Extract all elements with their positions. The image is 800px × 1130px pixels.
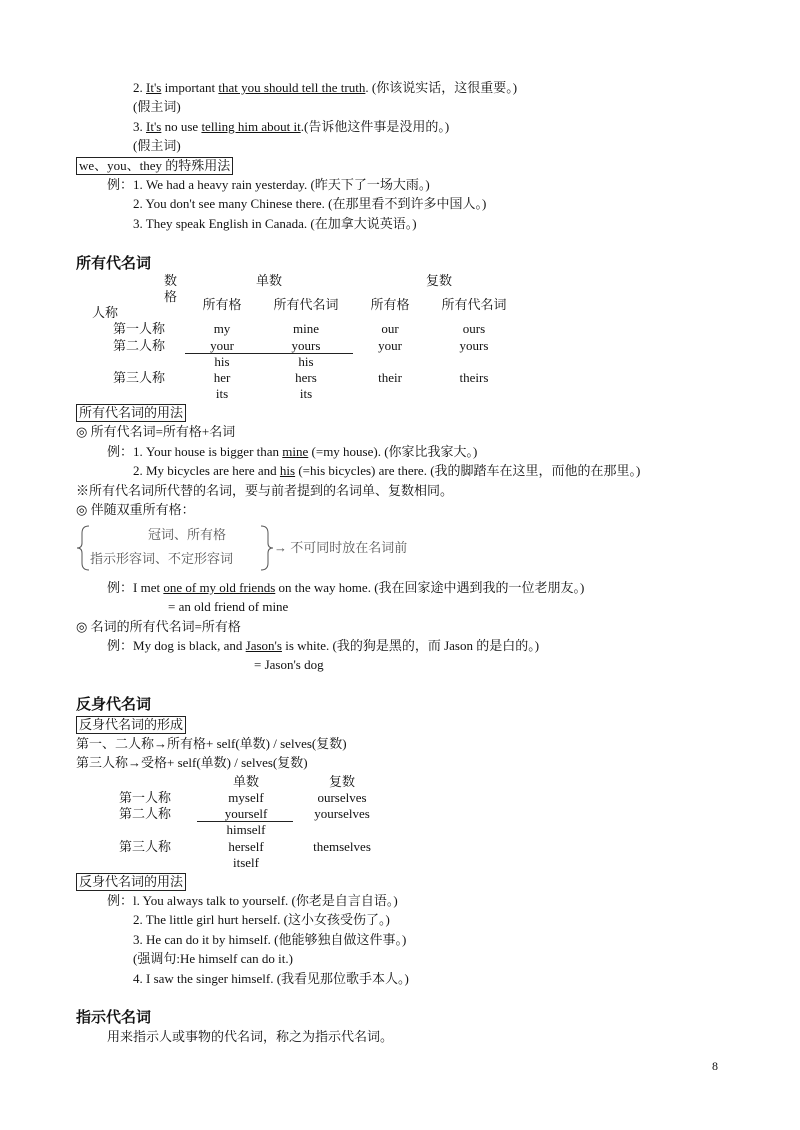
it-ex2-mid: important <box>164 80 216 95</box>
cell-themselves: themselves <box>313 839 371 854</box>
poss-ex4-prefix: 例： <box>107 638 134 653</box>
poss-ex2-his: his <box>279 463 296 478</box>
cell-ours: ours <box>462 321 486 336</box>
poss-ex-prefix: 例： <box>107 444 134 459</box>
cell-your: your <box>210 338 234 353</box>
reflexive-form-2: 第三人称→受格+ self(单数) / selves(复数) <box>76 755 308 770</box>
cell-my: my <box>213 321 231 336</box>
poss-ex4-a: My dog is black, and <box>133 638 246 653</box>
cell-her: her <box>213 370 231 385</box>
col-sg-poss-pron: 所有代名词 <box>273 297 339 312</box>
cell-yourself: yourself <box>224 806 268 821</box>
it-ex3-mid: no use <box>164 119 199 134</box>
it-ex3-clause: telling him about it <box>201 119 301 134</box>
poss-ex3-prefix: 例： <box>107 580 134 595</box>
possessive-rule-1: ◎ 所有代名词=所有格+名词 <box>76 424 236 439</box>
cell-their: their <box>378 370 402 385</box>
reflexive-usage-box: 反身代名词的用法 <box>76 873 186 891</box>
poss-ex3-b: on the way home. (我在回家途中遇到我的一位老朋友。) <box>275 580 585 595</box>
right-brace-icon <box>258 525 274 571</box>
cell-yourselves: yourselves <box>314 806 370 821</box>
it-ex2-num: 2. <box>133 80 143 95</box>
it-ex3-end: .(告诉他这件事是没用的。) <box>300 119 450 134</box>
table-corner-top1: 数 <box>164 273 178 288</box>
it-example-2 <box>133 80 517 96</box>
it-example-3 <box>133 119 449 135</box>
reflexive-example-3: 3. He can do it by himself. (他能够独自做这件事。) <box>133 932 407 947</box>
cell-herself: herself <box>228 839 264 854</box>
cell-itself: itself <box>233 855 259 870</box>
refl-ex-prefix: 例： <box>107 893 134 908</box>
table-singular-header: 单数 <box>256 273 283 288</box>
page-number: 8 <box>712 1059 718 1073</box>
demonstrative-desc: 用来指示人或事物的代名词，称之为指示代名词。 <box>107 1029 394 1044</box>
possessive-rule-2: ◎ 伴随双重所有格： <box>76 502 195 517</box>
col-pl-poss-pron: 所有代名词 <box>441 297 507 312</box>
it-ex2-end: . (你该说实话，这很重要。) <box>365 80 518 95</box>
cell-his: his <box>214 354 230 369</box>
cell-pl-yours: yours <box>459 338 489 353</box>
wyt-ex1-text: 1. We had a heavy rain yesterday. (昨天下了一场大雨。) <box>133 177 430 192</box>
poss-ex2-a: 2. My bicycles are here and <box>133 463 280 478</box>
it-ex3-note: (假主词) <box>133 138 181 153</box>
possessive-usage-box: 所有代名词的用法 <box>76 404 186 422</box>
reflexive-example-2: 2. The little girl hurt herself. (这小女孩受伤了。) <box>133 912 390 927</box>
poss-ex1-a: 1. Your house is bigger than <box>133 444 283 459</box>
wyt-example-3: 3. They speak English in Canada. (在加拿大说英语。) <box>133 216 417 231</box>
it-ex2-clause: that you should tell the truth <box>218 80 366 95</box>
table-plural-header: 复数 <box>426 273 453 288</box>
poss-ex1-mine: mine <box>282 444 309 459</box>
refl-ex1-text: l. You always talk to yourself. (你老是自言自语。) <box>133 893 398 908</box>
col-sg-poss-adj: 所有格 <box>202 297 242 312</box>
poss-ex4-b: is white. (我的狗是黑的，而 Jason 的是白的。) <box>281 638 540 653</box>
poss-ex2-b: (=his bicycles) are there. (我的脚踏车在这里，而他的在那里。) <box>295 463 641 478</box>
cell-yours: yours <box>291 338 321 353</box>
cell-theirs: theirs <box>459 370 489 385</box>
brace-line-2: 指示形容词、不定形容词 <box>90 551 234 566</box>
cell-its: its <box>215 386 229 401</box>
refl-person-3: 第三人称 <box>119 839 172 854</box>
possessive-ex4-eq: = Jason's dog <box>254 657 324 672</box>
table-corner-top2: 格 <box>164 289 178 304</box>
poss-ex4-jasons: Jason's <box>245 638 282 653</box>
demonstrative-heading: 指示代名词 <box>76 1008 152 1026</box>
it-ex3-it: It's <box>146 119 162 134</box>
poss-ex1-b: (=my house). (你家比我家大。) <box>308 444 478 459</box>
reflexive-example-1 <box>107 893 398 909</box>
we-you-they-box-title: we、you、they 的特殊用法 <box>76 157 233 175</box>
reflexive-formation-box: 反身代名词的形成 <box>76 716 186 734</box>
possessive-example-1 <box>107 444 477 460</box>
it-ex3-num: 3. <box>133 119 143 134</box>
possessive-note: ※所有代名词所代替的名词，要与前者提到的名词单、复数相同。 <box>76 483 454 498</box>
possessive-ex3-eq: = an old friend of mine <box>168 599 289 614</box>
reflexive-plural-header: 复数 <box>328 774 355 789</box>
reflexive-singular-header: 单数 <box>232 774 259 789</box>
cell-himself: himself <box>226 822 266 837</box>
possessive-example-2 <box>133 463 640 479</box>
it-ex2-it: It's <box>146 80 162 95</box>
it-ex2-note: (假主词) <box>133 99 181 114</box>
brace-result: → 不可同时放在名词前 <box>274 540 408 555</box>
poss-ex3-a: I met <box>133 580 164 595</box>
cell-pl-your: your <box>378 338 402 353</box>
row-person-1: 第一人称 <box>113 321 166 336</box>
col-pl-poss-adj: 所有格 <box>370 297 410 312</box>
reflexive-heading: 反身代名词 <box>76 695 152 713</box>
possessive-heading: 所有代名词 <box>76 254 152 272</box>
row-person-2: 第二人称 <box>113 338 166 353</box>
cell-pron-his: his <box>298 354 314 369</box>
possessive-rule-3: ◎ 名词的所有代名词=所有格 <box>76 619 241 634</box>
possessive-example-3 <box>107 580 584 596</box>
cell-mine: mine <box>293 321 319 336</box>
row-person-3: 第三人称 <box>113 370 166 385</box>
reflexive-form-1: 第一、二人称→所有格+ self(单数) / selves(复数) <box>76 736 347 751</box>
refl-person-2: 第二人称 <box>119 806 172 821</box>
reflexive-ex3-note: (强调句:He himself can do it.) <box>133 951 293 966</box>
table-corner-bottom: 人称 <box>92 305 119 320</box>
refl-person-1: 第一人称 <box>119 790 172 805</box>
cell-myself: myself <box>228 790 264 805</box>
cell-our: our <box>381 321 399 336</box>
reflexive-example-4: 4. I saw the singer himself. (我看见那位歌手本人。) <box>133 971 409 986</box>
wyt-ex-prefix: 例： <box>107 177 134 192</box>
wyt-example-1 <box>107 177 430 193</box>
brace-line-1: 冠词、所有格 <box>148 527 227 542</box>
cell-ourselves: ourselves <box>317 790 367 805</box>
possessive-example-4 <box>107 638 539 654</box>
cell-pron-its: its <box>299 386 313 401</box>
cell-hers: hers <box>295 370 317 385</box>
wyt-example-2: 2. You don't see many Chinese there. (在那里看不到许多中国人。) <box>133 196 487 211</box>
poss-ex3-friends: one of my old friends <box>163 580 276 595</box>
